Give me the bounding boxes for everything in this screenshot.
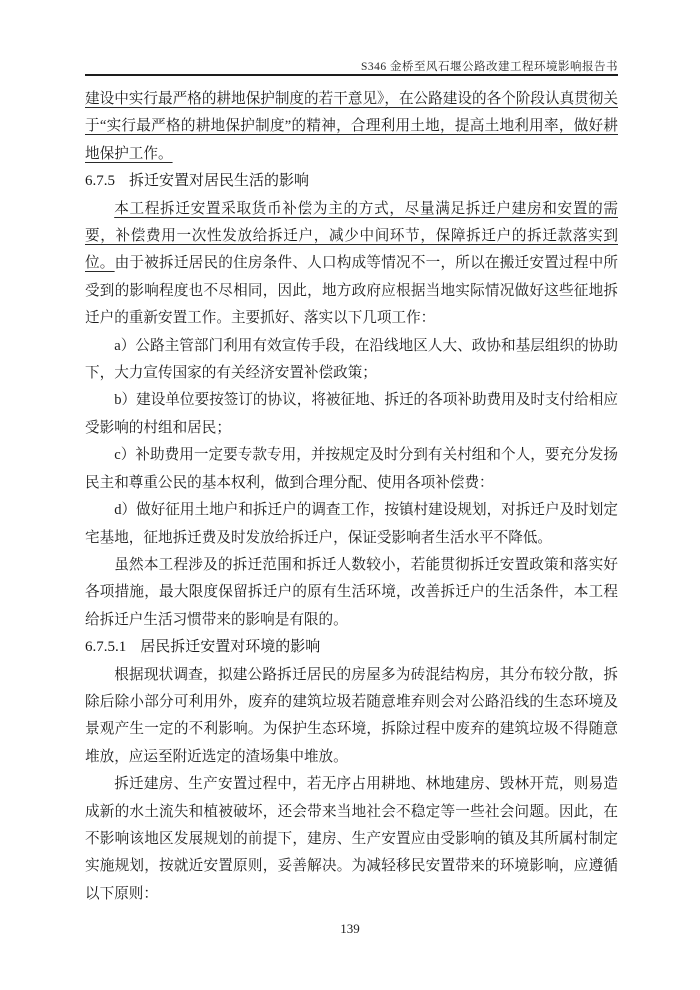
header-rule [85, 74, 618, 76]
running-header-title: S346 金桥至风石堰公路改建工程环境影响报告书 [360, 61, 618, 73]
text-run: d）做好征用土地户和拆迁户的调查工作，按镇村建设规划，对拆迁户及时划定宅基地，征地拆迁费及时发放给拆迁户，保证受影响者生活水平不降低。 [85, 502, 618, 546]
paragraph [85, 662, 618, 772]
underlined-text: 建设中实行最严格的耕地保护制度的若干意见》，在公路建设的各个阶段认真贯彻关于“实行最严格的耕地保护制度”的精神，合理利用土地，提高土地利用率，做好耕地保护工作。 [85, 91, 618, 162]
section-heading [85, 168, 618, 195]
section-title: 居民拆迁安置对环境的影响 [140, 639, 321, 656]
section-heading [85, 634, 618, 661]
paragraph [85, 771, 618, 908]
text-run: 由于被拆迁居民的住房条件、人口构成等情况不一，所以在搬迁安置过程中所受到的影响程度也不尽相同，因此，地方政府应根据当地实际情况做好这些征地拆迁户的重新安置工作。主要抓好、落实以下几项工作： [85, 255, 618, 327]
text-run: c）补助费用一定要专款专用，并按规定及时分到有关村组和个人，要充分发扬民主和尊重公民的基本权利，做到合理分配、使用各项补偿费： [85, 447, 618, 491]
text-run: 虽然本工程涉及的拆迁范围和拆迁人数较小，若能贯彻拆迁安置政策和落实好各项措施，最大限度保留拆迁户的原有生活环境，改善拆迁户的生活条件，本工程给拆迁户生活习惯带来的影响是有限的。 [85, 556, 618, 628]
paragraph [85, 442, 618, 497]
text-run: 根据现状调查，拟建公路拆迁居民的房屋多为砖混结构房，其分布较分散，拆除后除小部分可利用外，废弃的建筑垃圾若随意堆弃则会对公路沿线的生态环境及景观产生一定的不利影响。为保护生态环境，拆除过程中废弃的建筑垃圾不得随意堆放，应运至附近选定的渣场集中堆放。 [85, 666, 618, 765]
paragraph [85, 387, 618, 442]
section-number: 6.7.5 [85, 173, 115, 190]
paragraph [85, 552, 618, 634]
paragraph [85, 497, 618, 552]
paragraph [85, 333, 618, 388]
paragraph [85, 196, 618, 333]
document-body [85, 86, 618, 908]
paragraph [85, 86, 618, 168]
section-title: 拆迁安置对居民生活的影响 [129, 173, 310, 190]
text-run: a）公路主管部门利用有效宣传手段，在沿线地区人大、政协和基层组织的协助下，大力宣传国家的有关经济安置补偿政策； [85, 337, 618, 382]
text-run: b）建设单位要按签订的协议，将被征地、拆迁的各项补助费用及时支付给相应受影响的村组和居民； [85, 392, 618, 436]
page-number: 139 [340, 921, 360, 936]
section-number: 6.7.5.1 [85, 639, 127, 656]
text-run: 拆迁建房、生产安置过程中，若无序占用耕地、林地建房、毁林开荒，则易造成新的水土流失和植被破坏，还会带来当地社会不稳定等一些社会问题。因此，在不影响该地区发展规划的前提下，建房、生产安置应由受影响的镇及其所属村制定实施规划，按就近安置原则，妥善解决。为减轻移民安置带来的环境影响，应遵循以下原则： [85, 776, 618, 902]
underlined-text: 本工程拆迁安置采取货币补偿为主的方式，尽量满足拆迁户建房和安置的需要，补偿费用一次性发放给拆迁户，减少中间环节，保障拆迁户的拆迁款落实到位。 [85, 200, 618, 272]
